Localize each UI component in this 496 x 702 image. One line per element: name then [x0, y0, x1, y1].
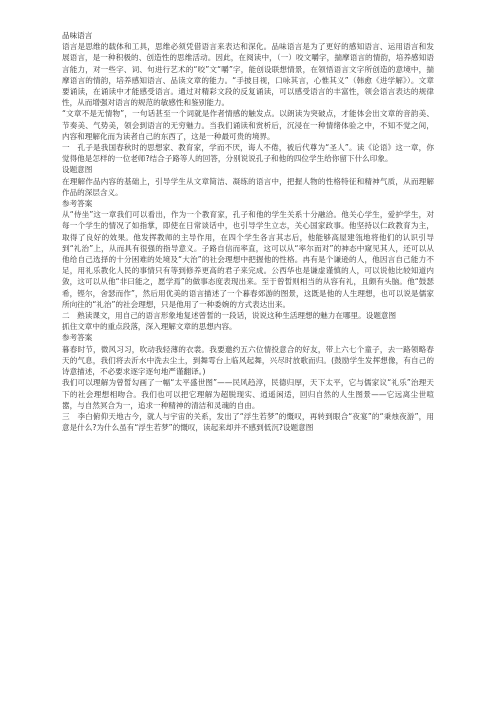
paragraph-answer-two-b: 我们可以理解为曾皙勾画了一幅“太平盛世图”——民风趋淳，民德归厚，天下太平，它与儒家议“礼乐”治理天下的社会理想相吻合。我们也可以把它理解为超脱现实、逍遥闲适，回归自然的人生图景——它远离尘世喧嚣，与自然冥合为一，追求一种精神的清洁和灵魂的自由。 — [62, 378, 434, 410]
paragraph-quote: “文章不是无情物”，一句话甚至一个词就是作者情感的触发点。以朗读为突破点，才能体会出文章的音韵美、节奏美、气势美，领会到语言的无穷魅力。当我们诵读和赏析后，沉浸在一种情绪体验之中，不知不觉之间，内容和理解化而为读者自己的东西了，这是一种最可贵的境界。 — [62, 109, 434, 141]
paragraph-intro: 语言是思维的载体和工具，思维必须凭借语言来表达和深化。品味语言是为了更好的感知语言、运用语言和发展语言，是一种积极的、创造性的思维活动。因此，在阅读中，（一）咬文嚼字，揣摩语言的情韵，培养感知语言能力，对一些字、词、句进行艺术的“咬”文“嚼”字，能创设联想情景，在领悟语言文字所创造的意境中，揣摩语言的情韵，培养感知语言、品读文章的能力。“手披目视，口咏其言，心惟其义”（韩愈《进学解》）。文章要诵读，在诵读中才能感受语言。通过对精彩文段的反复诵读，可以感受语言的丰富性，领会语言表达的规律性，从而增强对语言的规范的敏感性和鉴别能力。 — [62, 42, 434, 108]
paragraph-design-intent-one: 在理解作品内容的基础上，引导学生从文章简洁、凝练的语言中，把握人物的性格特征和精神气质，从而理解作品的深层含义。 — [62, 176, 434, 197]
question-one: 一 孔子是我国春秋时的思想家、教育家，学而不厌，诲人不倦，被后代尊为“圣人”。读《论语》这一章，你觉得他是怎样的一位老师?结合子路等人的回答，分别说说孔子和他的四位学生给你留下什么印象。 — [62, 143, 434, 164]
paragraph-answer-one: 从“侍坐”这一章我们可以看出，作为一个教育家，孔子和他的学生关系十分融洽。他关心学生，爱护学生，对每一个学生的情况了如指掌，即使在日常谈话中，也引导学生立志，关心国家政事。他坚持以仁政教育为主，取得了良好的效果。他发挥教师的主导作用，在四个学生各言其志后，他能够高屋建瓴地将他们的认识引导到“礼治”上，从而具有很强的指导意义。子路自信而率直，这可以从“率尔而对”的神态中窥见其人，还可以从他给自己选择的十分困难的处境及“大治”的社会理想中把握他的性格。冉有是个谦逊的人，他因言自己能力不足，用礼乐教化人民的事情只有等到修养更高的君子来完成。公西华也是谦虚谨慎的人，可以说他比较知道内敛，这可以从他“非曰能之，愿学焉”的做事态度表现出来。至于曾皙则相当的从容有礼，且颇有头脑。他“鼓瑟希，铿尔，舍瑟而作”，然后用优美的语言描述了一个暮春郊游的图景，这既是他的人生理想，也可以说是儒家所向往的“礼治”的社会理想，只是他用了一种委婉的方式表达出来。 — [62, 210, 434, 309]
section-label-answer: 参考答案 — [62, 199, 93, 209]
paragraph-answer-two-a: 暮春时节，微风习习，吹动我轻薄的衣裳。我要邀约五六位情投意合的好友，带上六七个童子，去一路领略春天的气息，我们将去沂水中洗去尘土，到舞雩台上临风起舞，兴尽时放歌而归。(鼓励学生发挥想像，有自己的诗意描述，不必要求逐字逐句地严谨翻译。) — [62, 344, 434, 377]
section-label-answer-two: 参考答案 — [62, 333, 93, 343]
paragraph-design-intent-two: 抓住文章中的重点段落，深入理解文章的思想内容。 — [62, 322, 237, 332]
document-title: 品味语言 — [62, 31, 93, 40]
question-two: 二 熟读课文，用自己的语言形象地复述曾皙的一段话，说说这种生活理想的魅力在哪里。设题意图 — [62, 311, 397, 321]
section-label-design-intent: 设题意图 — [62, 165, 93, 175]
document-body — [62, 30, 434, 433]
question-three: 三 李白俯仰天地古今，就人与宇宙的关系，发出了“浮生若梦”的慨叹，再转到眼合“夜宴”的“秉烛夜游”，用意是什么?为什么虽有“浮生若梦”的慨叹，读起来却并不感到低沉?设题意图 — [62, 411, 434, 433]
